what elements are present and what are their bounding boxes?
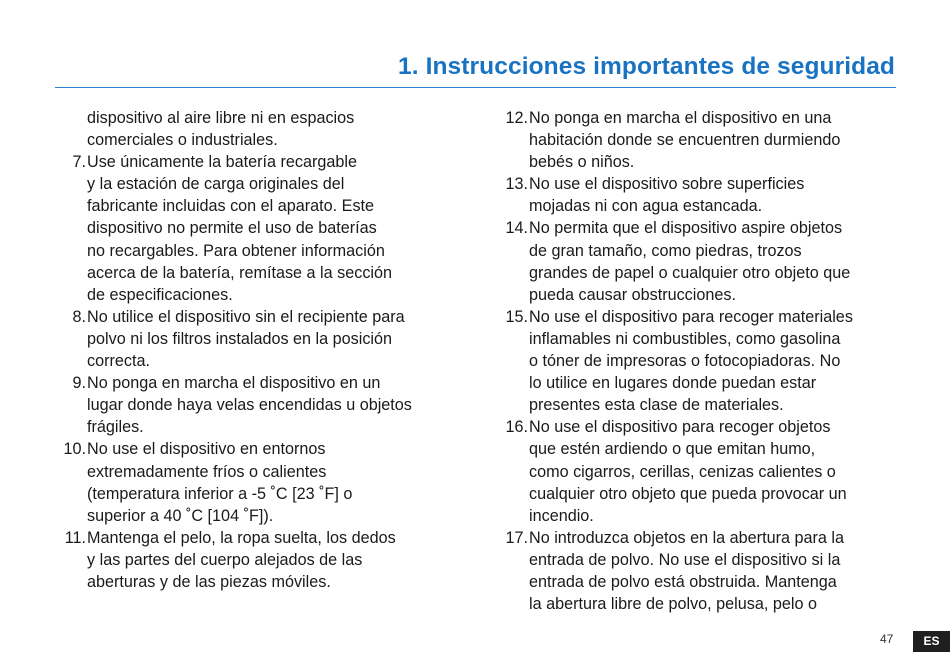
text-line: dispositivo no permite el uso de baterías bbox=[87, 219, 377, 238]
text-line: que estén ardiendo o que emitan humo, bbox=[529, 440, 816, 459]
text-line: acerca de la batería, remítase a la sección bbox=[87, 263, 393, 282]
text-line: bebés o niños. bbox=[529, 153, 635, 172]
item-text bbox=[528, 527, 844, 615]
list-item bbox=[52, 527, 462, 593]
text-line: de especificaciones. bbox=[87, 285, 233, 304]
text-line: incendio. bbox=[529, 506, 594, 525]
item-number: 8. bbox=[72, 307, 86, 326]
page-number: 47 bbox=[880, 632, 894, 646]
list-item bbox=[52, 438, 462, 526]
item-number: 14. bbox=[505, 219, 528, 238]
text-line: frágiles. bbox=[87, 418, 144, 437]
item-text bbox=[86, 107, 354, 151]
item-text bbox=[86, 306, 405, 372]
list-item bbox=[494, 416, 910, 526]
text-line: y las partes del cuerpo alejados de las bbox=[87, 550, 363, 569]
text-line: entrada de polvo. No use el dispositivo si la bbox=[529, 550, 841, 569]
text-line: de gran tamaño, como piedras, trozos bbox=[529, 241, 802, 260]
text-line: polvo ni los filtros instalados en la posición bbox=[87, 329, 393, 348]
text-line: presentes esta clase de materiales. bbox=[529, 396, 784, 415]
text-line: no recargables. Para obtener información bbox=[87, 241, 385, 260]
text-line: entrada de polvo está obstruida. Mantenga bbox=[529, 572, 837, 591]
text-line: comerciales o industriales. bbox=[87, 131, 278, 150]
text-line: la abertura libre de polvo, pelusa, pelo o bbox=[529, 595, 817, 614]
text-line: lugar donde haya velas encendidas u objetos bbox=[87, 396, 412, 415]
text-line: Mantenga el pelo, la ropa suelta, los dedos bbox=[87, 528, 396, 547]
text-line: No utilice el dispositivo sin el recipiente para bbox=[87, 307, 405, 326]
list-item bbox=[494, 217, 910, 305]
list-item bbox=[494, 173, 910, 217]
item-number: 7. bbox=[72, 153, 86, 172]
text-line: No ponga en marcha el dispositivo en un bbox=[87, 374, 381, 393]
list-item bbox=[494, 306, 910, 416]
text-line: extremadamente fríos o calientes bbox=[87, 462, 327, 481]
item-text bbox=[86, 372, 412, 438]
text-line: correcta. bbox=[87, 352, 150, 371]
list-item bbox=[494, 107, 910, 173]
item-number: 17. bbox=[505, 528, 528, 547]
text-line: y la estación de carga originales del bbox=[87, 175, 345, 194]
language-badge: ES bbox=[913, 631, 950, 652]
text-line: pueda causar obstrucciones. bbox=[529, 285, 736, 304]
item-number: 16. bbox=[505, 418, 528, 437]
text-line: habitación donde se encuentren durmiendo bbox=[529, 131, 841, 150]
item-number: 15. bbox=[505, 307, 528, 326]
item-number: 9. bbox=[72, 374, 86, 393]
text-line: No use el dispositivo sobre superficies bbox=[529, 175, 805, 194]
text-line: cualquier otro objeto que pueda provocar un bbox=[529, 484, 847, 503]
item-text bbox=[528, 173, 804, 217]
item-number: 10. bbox=[63, 440, 86, 459]
list-item bbox=[52, 372, 462, 438]
item-text bbox=[86, 527, 396, 593]
text-line: superior a 40 ˚C [104 ˚F]). bbox=[87, 506, 274, 525]
list-item bbox=[52, 107, 462, 151]
text-line: Use únicamente la batería recargable bbox=[87, 153, 357, 172]
text-line: No use el dispositivo para recoger objetos bbox=[529, 418, 831, 437]
list-item bbox=[52, 306, 462, 372]
item-number: 12. bbox=[505, 109, 528, 127]
text-line: grandes de papel o cualquier otro objeto que bbox=[529, 263, 851, 282]
text-line: No use el dispositivo para recoger materiales bbox=[529, 307, 853, 326]
item-text bbox=[528, 217, 850, 305]
text-line: fabricante incluidas con el aparato. Este bbox=[87, 197, 375, 216]
text-line: lo utilice en lugares donde puedan estar bbox=[529, 374, 817, 393]
text-line: aberturas y de las piezas móviles. bbox=[87, 572, 331, 591]
text-line: inflamables ni combustibles, como gasolina bbox=[529, 329, 841, 348]
list-item bbox=[494, 527, 910, 615]
text-line: (temperatura inferior a -5 ˚C [23 ˚F] o bbox=[87, 484, 353, 503]
item-text bbox=[528, 107, 840, 173]
item-number: 13. bbox=[505, 175, 528, 194]
right-column bbox=[494, 107, 910, 615]
text-line: dispositivo al aire libre ni en espacios bbox=[87, 109, 355, 127]
title-divider bbox=[55, 87, 896, 88]
list-item bbox=[52, 151, 462, 306]
page-title: 1. Instrucciones importantes de seguridad bbox=[398, 53, 895, 80]
left-column bbox=[52, 107, 462, 593]
item-text bbox=[86, 438, 352, 526]
text-line: o tóner de impresoras o fotocopiadoras. No bbox=[529, 352, 841, 371]
item-number: 11. bbox=[64, 528, 86, 547]
item-text bbox=[528, 416, 847, 526]
item-text bbox=[86, 151, 392, 306]
text-line: mojadas ni con agua estancada. bbox=[529, 197, 763, 216]
item-text bbox=[528, 306, 853, 416]
text-line: No use el dispositivo en entornos bbox=[87, 440, 326, 459]
text-line: No introduzca objetos en la abertura para la bbox=[529, 528, 844, 547]
text-line: como cigarros, cerillas, cenizas calientes o bbox=[529, 462, 836, 481]
text-line: No ponga en marcha el dispositivo en una bbox=[529, 109, 832, 127]
text-line: No permita que el dispositivo aspire objetos bbox=[529, 219, 843, 238]
